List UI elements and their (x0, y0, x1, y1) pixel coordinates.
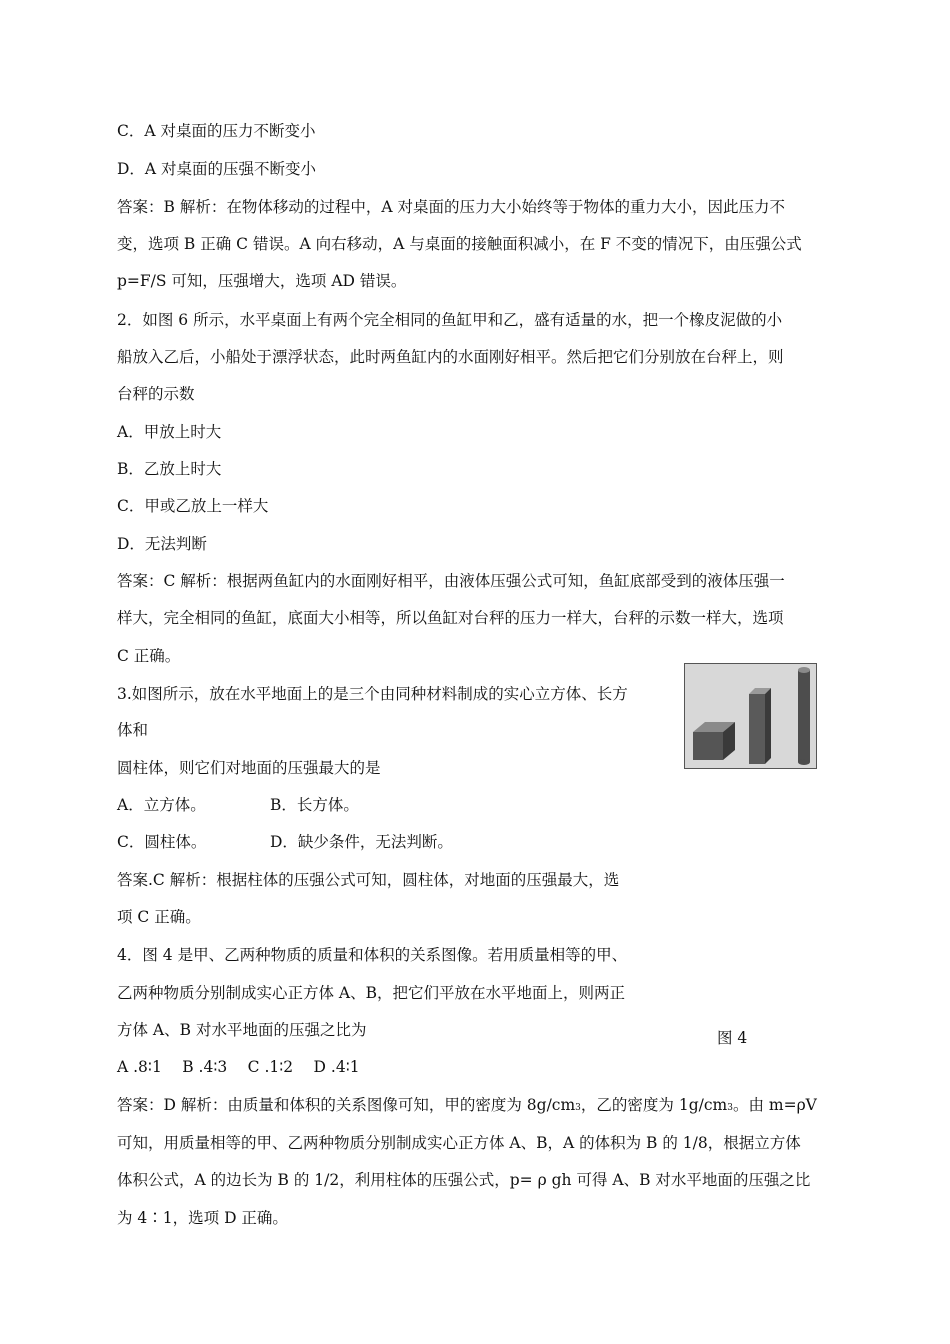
option-c-q3: C．圆柱体。 (117, 833, 207, 851)
answer-q3-line2: 项 C 正确。 (117, 908, 201, 926)
question-3-line2: 体和 (117, 721, 149, 739)
answer-q4-text-c: 。由 m=ρV (732, 1096, 817, 1114)
answer-q4-line2: 可知，用质量相等的甲、乙两种物质分别制成实心正方体 A、B，A 的体积为 B 的 1/8，根据立方体 (117, 1134, 801, 1152)
question-3-line1: 3.如图所示，放在水平地面上的是三个由同种材料制成的实心立方体、长方 (117, 685, 628, 703)
option-b-q3: B．长方体。 (270, 796, 359, 814)
solids-illustration (685, 664, 816, 768)
question-4-line2: 乙两种物质分别制成实心正方体 A、B，把它们平放在水平地面上，则两正 (117, 984, 626, 1002)
answer-q4-text-b: ，乙的密度为 1g/cm (580, 1096, 728, 1114)
cuboid-front-face (749, 694, 765, 764)
option-a-q3: A．立方体。 (117, 796, 206, 814)
option-d-q1: D．A 对桌面的压强不断变小 (117, 160, 317, 178)
option-d-q2: D．无法判断 (117, 535, 207, 553)
option-b-q2: B．乙放上时大 (117, 460, 222, 478)
figure-caption: 图 4 (717, 1029, 748, 1047)
answer-q4-line3: 体积公式，A 的边长为 B 的 1/2，利用柱体的压强公式，p= ρ gh 可得 A、B 对水平地面的压强之比 (117, 1171, 811, 1189)
cylinder-body (798, 670, 810, 762)
option-a-q2: A．甲放上时大 (117, 423, 222, 441)
answer-q3-line1: 答案.C 解析：根据柱体的压强公式可知，圆柱体，对地面的压强最大，选 (117, 871, 620, 889)
answer-q1-line3: p=F/S 可知，压强增大，选项 AD 错误。 (117, 272, 407, 290)
answer-q1-line2: 变，选项 B 正确 C 错误。A 向右移动，A 与桌面的接触面积减小，在 F 不变的情况下，由压强公式 (117, 235, 802, 253)
answer-q2-line1: 答案：C 解析：根据两鱼缸内的水面刚好相平，由液体压强公式可知，鱼缸底部受到的液体压强一 (117, 572, 785, 590)
option-c-q1: C．A 对桌面的压力不断变小 (117, 122, 316, 140)
question-2-line1: 2．如图 6 所示，水平桌面上有两个完全相同的鱼缸甲和乙，盛有适量的水，把一个橡皮泥做的小 (117, 311, 783, 329)
answer-q4-line1 (117, 1095, 817, 1118)
unit-exponent-1: 3 (575, 1103, 581, 1113)
solids-figure (684, 663, 817, 769)
question-4-line1: 4．图 4 是甲、乙两种物质的质量和体积的关系图像。若用质量相等的甲、 (117, 946, 628, 964)
question-3-line3: 圆柱体，则它们对地面的压强最大的是 (117, 759, 381, 777)
question-4-line3: 方体 A、B 对水平地面的压强之比为 (117, 1021, 367, 1039)
cuboid-side-face (765, 688, 771, 764)
cylinder-bottom (798, 759, 810, 765)
answer-q4-line4: 为 4∶1，选项 D 正确。 (117, 1209, 288, 1227)
unit-exponent-2: 3 (727, 1103, 733, 1113)
cylinder-top (798, 667, 810, 673)
answer-q2-line2: 样大，完全相同的鱼缸，底面大小相等，所以鱼缸对台秤的压力一样大，台秤的示数一样大，选项 (117, 609, 784, 627)
answer-q1-line1: 答案：B 解析：在物体移动的过程中，A 对桌面的压力大小始终等于物体的重力大小，因此压力不 (117, 198, 785, 216)
cube-front-face (693, 732, 723, 760)
answer-q4-text-a: 答案：D 解析：由质量和体积的关系图像可知，甲的密度为 8g/cm (117, 1096, 576, 1114)
question-2-line3: 台秤的示数 (117, 385, 195, 403)
question-2-line2: 船放入乙后，小船处于漂浮状态，此时两鱼缸内的水面刚好相平。然后把它们分别放在台秤上，则 (117, 348, 784, 366)
options-q4: A .8∶1 B .4∶3 C .1∶2 D .4∶1 (117, 1058, 360, 1076)
answer-q2-line3: C 正确。 (117, 647, 181, 665)
option-c-q2: C．甲或乙放上一样大 (117, 497, 269, 515)
option-d-q3: D．缺少条件，无法判断。 (270, 833, 453, 851)
